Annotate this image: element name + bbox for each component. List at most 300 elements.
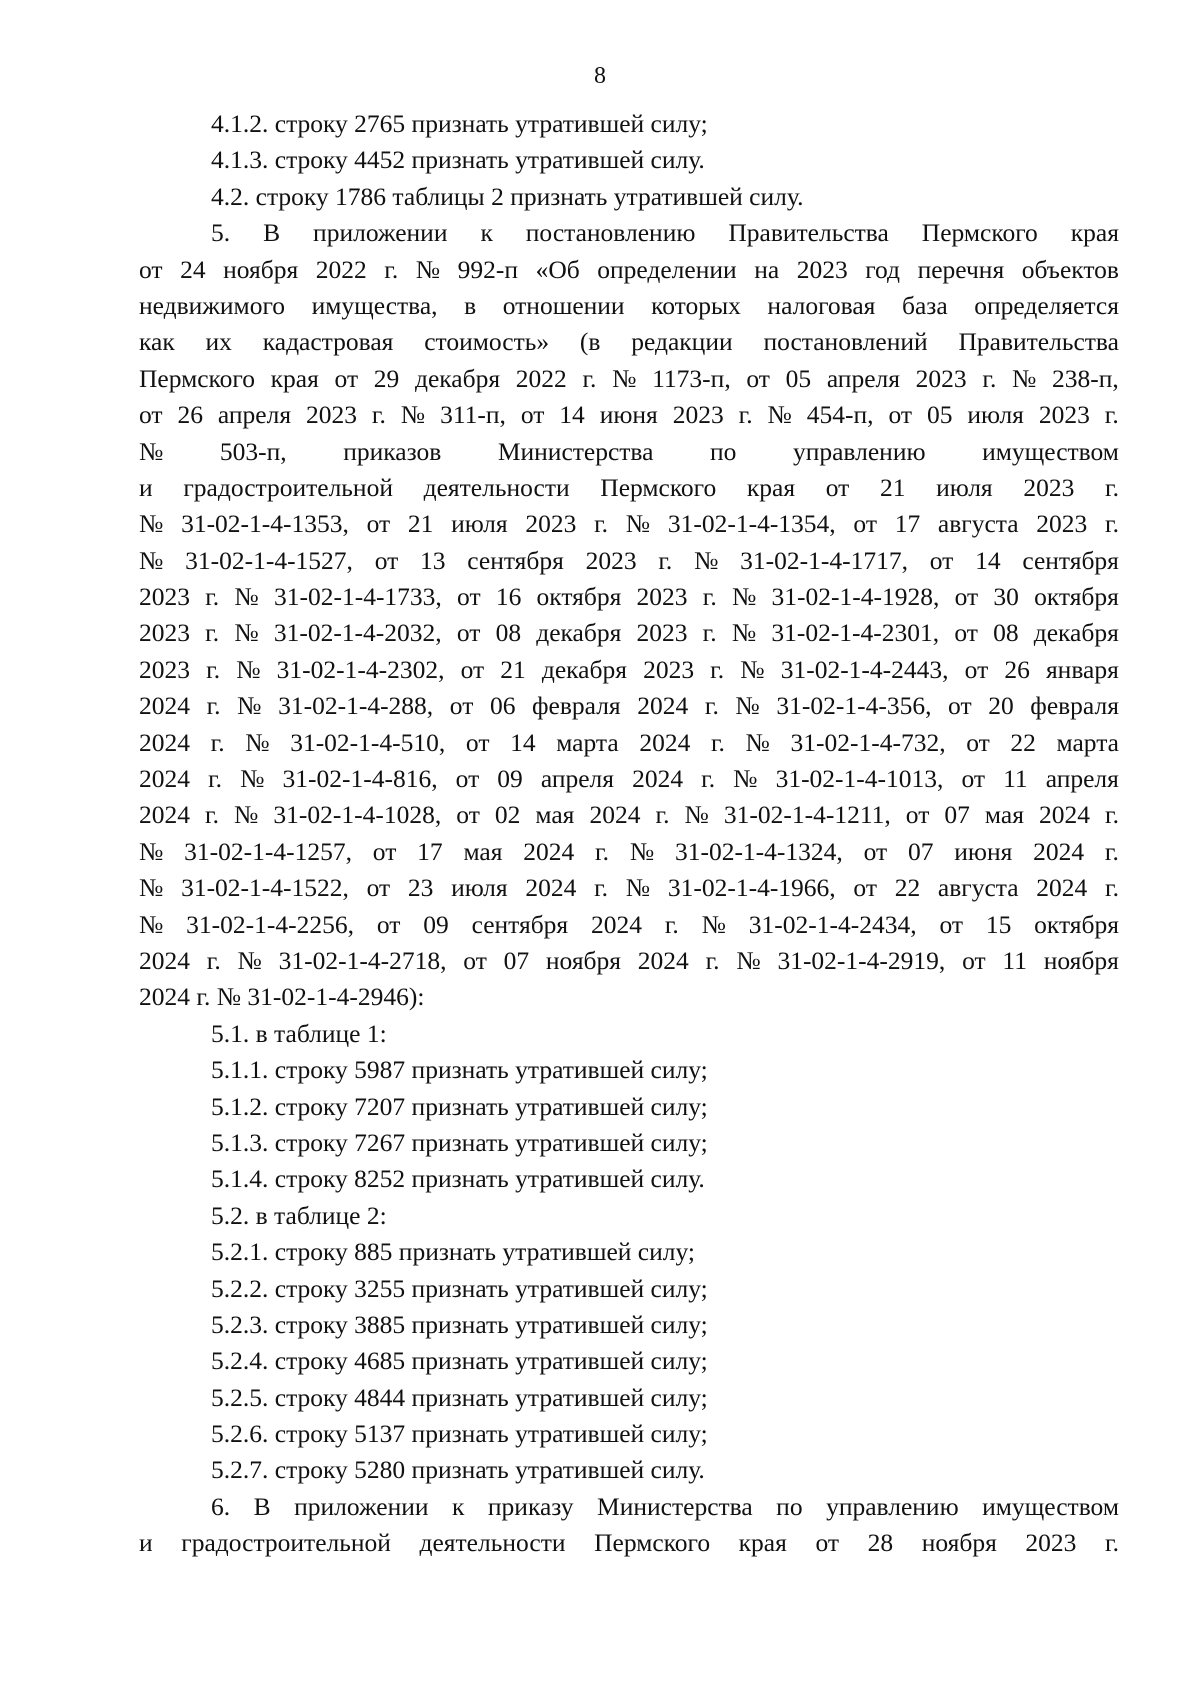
word: 11 [1003, 764, 1028, 794]
word: от [139, 254, 163, 284]
word: декабря [414, 363, 501, 393]
word: от [853, 509, 877, 539]
paragraph-5-line [139, 834, 1119, 870]
item-5-2-3: 5.2.3. строку 3885 признать утратившей силу; [211, 1309, 708, 1339]
word: 31-02-1-4-1966, [667, 873, 836, 903]
word: 2024 [139, 945, 190, 975]
word: 20 [988, 691, 1014, 721]
word: 31-02-1-4-288, [278, 691, 434, 721]
word: № [240, 764, 265, 794]
word: № [625, 873, 651, 903]
word: 31-02-1-4-2718, [278, 945, 447, 975]
word: 2024 [1033, 836, 1085, 866]
paragraph-5-line [139, 725, 1119, 761]
word: Пермского [600, 472, 717, 502]
word: 31-02-1-4-2302, [276, 654, 445, 684]
word: от [815, 1528, 840, 1558]
word: от [964, 654, 989, 684]
word: марта [1056, 727, 1119, 757]
paragraph-5-line [139, 652, 1119, 688]
word: октября [1034, 582, 1119, 612]
word: г. [702, 618, 717, 648]
item-5-2-7: 5.2.7. строку 5280 признать утратившей силу. [211, 1455, 705, 1485]
word: декабря [536, 618, 622, 648]
word: 31-02-1-4-1733, [273, 582, 442, 612]
word: г. [384, 254, 399, 284]
word: апреля [826, 363, 900, 393]
document-body [139, 106, 1119, 1562]
word: № [139, 873, 164, 903]
word: от [929, 545, 954, 575]
word: г. [655, 800, 670, 830]
word: г. [582, 363, 597, 393]
paragraph-5-line [139, 288, 1119, 324]
word: приказов [343, 436, 442, 466]
word: 2023 [525, 509, 577, 539]
word: 11 [1002, 945, 1027, 975]
word: № [1012, 363, 1037, 393]
word: 31-02-1-4-1211, [723, 800, 891, 830]
item-5-1-4: 5.1.4. строку 8252 признать утратившей силу. [211, 1164, 705, 1194]
word: перечня [917, 254, 1005, 284]
word: сентября [467, 545, 564, 575]
word: г. [738, 400, 753, 430]
word: г. [594, 873, 609, 903]
word: 31-02-1-4-1028, [273, 800, 442, 830]
word: (в [579, 327, 601, 357]
word: 2023 [915, 363, 967, 393]
word: г. [1104, 472, 1119, 502]
word: в [464, 290, 477, 320]
word: декабря [541, 654, 627, 684]
word: градостроительной [181, 1528, 391, 1558]
word: 2024 [637, 691, 689, 721]
word: 2024 [139, 800, 190, 830]
word: от [376, 909, 401, 939]
word: от [888, 400, 913, 430]
paragraph-5-line [139, 870, 1119, 906]
paragraph-5-line [139, 907, 1119, 943]
word: 17 [417, 836, 443, 866]
word: № [139, 909, 164, 939]
word: 31-02-1-4-356, [776, 691, 932, 721]
word: № [139, 545, 164, 575]
word: г. [1104, 1528, 1119, 1558]
word: 2023 [1036, 509, 1088, 539]
word: № [684, 800, 709, 830]
word: г. [205, 582, 220, 612]
word: 14 [510, 727, 536, 757]
word: г. [595, 836, 610, 866]
word: редакции [631, 327, 733, 357]
word: 2023 [139, 582, 190, 612]
word: 31-02-1-4-1353, [181, 509, 349, 539]
word: 31-02-1-4-510, [290, 727, 446, 757]
word: управлению [792, 436, 926, 466]
word: апреля [540, 764, 614, 794]
word: от [372, 836, 397, 866]
item-5-2-2: 5.2.2. строку 3255 признать утратившей силу; [211, 1273, 708, 1303]
word: 2023 [139, 654, 190, 684]
word: 29 [373, 363, 400, 393]
word: 2023 [1025, 1528, 1077, 1558]
word: от [954, 582, 979, 612]
paragraph-5-line [139, 543, 1119, 579]
word: № [139, 436, 164, 466]
word: от [374, 545, 399, 575]
word: от [853, 873, 877, 903]
word: января [1045, 654, 1119, 684]
word: № [234, 582, 259, 612]
word: 2022 [515, 363, 567, 393]
word: 2023 [636, 582, 688, 612]
word: отношении [502, 290, 625, 320]
word: 31-02-1-4-1522, [181, 873, 349, 903]
word: ноября [1043, 945, 1119, 975]
word: октября [536, 582, 622, 612]
paragraph-6-line [139, 1489, 1119, 1525]
item-5-2-6: 5.2.6. строку 5137 признать утратившей силу; [211, 1419, 708, 1449]
paragraph-5-line [139, 361, 1119, 397]
paragraph-5-line [139, 797, 1119, 833]
word: 26 [177, 400, 203, 430]
word: № [629, 836, 655, 866]
item-5-2: 5.2. в таблице 2: [211, 1200, 387, 1230]
word: г. [206, 691, 221, 721]
word: 2024 [589, 800, 641, 830]
item-5-2-1: 5.2.1. строку 885 признать утратившей силу; [211, 1237, 695, 1267]
paragraph-5-line [139, 943, 1119, 979]
paragraph-5-line [139, 506, 1119, 542]
word: 28 [867, 1528, 894, 1558]
word: 22 [1010, 727, 1036, 757]
word: № [236, 654, 261, 684]
word: 2023 [585, 545, 637, 575]
word: деятельности [423, 472, 570, 502]
word: градостроительной [183, 472, 393, 502]
word: 31-02-1-4-732, [790, 727, 946, 757]
item-5-1-3: 5.1.3. строку 7267 признать утратившей силу; [211, 1127, 708, 1157]
word: июня [954, 836, 1013, 866]
word: В [263, 218, 281, 248]
word: апреля [217, 400, 292, 430]
paragraph-5-line [139, 470, 1119, 506]
item-4-1-2: 4.1.2. строку 2765 признать утратившей силу; [211, 109, 708, 138]
word: 6. [211, 1491, 231, 1521]
word: Пермского [921, 218, 1038, 248]
word: 16 [495, 582, 522, 612]
word: 2024 [525, 873, 577, 903]
word: 2023 [1023, 472, 1075, 502]
word: имуществом [982, 436, 1119, 466]
word: от [746, 363, 770, 393]
word: 08 [495, 618, 522, 648]
word: определяется [974, 290, 1119, 320]
word: г. [206, 654, 221, 684]
word: 31-02-1-4-2032, [273, 618, 442, 648]
item-5-2-5: 5.2.5. строку 4844 признать утратившей силу; [211, 1382, 708, 1412]
paragraph-5-line [139, 215, 1119, 251]
word: г. [704, 691, 719, 721]
word: г. [1104, 836, 1119, 866]
item-5-1-2: 5.1.2. строку 7207 признать утратившей силу; [211, 1091, 708, 1121]
word: г. [594, 509, 609, 539]
word: сентября [1022, 545, 1119, 575]
word: № [245, 727, 270, 757]
word: от [905, 800, 930, 830]
word: от [139, 400, 163, 430]
word: от [939, 909, 964, 939]
word: 31-02-1-4-1324, [674, 836, 843, 866]
word: В [253, 1491, 271, 1521]
word: 30 [993, 582, 1019, 612]
word: 31-02-1-4-1354, [667, 509, 836, 539]
word: к [452, 1491, 465, 1521]
word: Министерства [597, 1491, 753, 1521]
word: № [731, 582, 757, 612]
paragraph-5-line [139, 324, 1119, 360]
word: № [234, 618, 259, 648]
word: 24 [180, 254, 206, 284]
word: деятельности [419, 1528, 566, 1558]
word: Пермского [594, 1528, 711, 1558]
word: 2023 [672, 400, 724, 430]
word: приказу [487, 1491, 574, 1521]
word: от [954, 618, 978, 648]
word: от [449, 691, 474, 721]
word: 05 [926, 400, 953, 430]
word: 31-02-1-4-1013, [775, 764, 944, 794]
paragraph-5-line-last: 2024 г. № 31-02-1-4-2946): [139, 982, 425, 1012]
word: № [400, 400, 426, 430]
word: № [745, 727, 770, 757]
word: 503-п, [219, 436, 287, 466]
word: от [366, 873, 391, 903]
paragraph-5-line [139, 252, 1119, 288]
word: стоимость» [424, 327, 550, 357]
word: 2024 [639, 727, 691, 757]
word: № [612, 363, 637, 393]
item-4-2: 4.2. строку 1786 таблицы 2 признать утратившей силу. [211, 181, 804, 211]
paragraph-5-line [139, 397, 1119, 433]
word: 13 [420, 545, 446, 575]
word: № [415, 254, 441, 284]
word: от [460, 654, 485, 684]
word: 2023 [796, 254, 848, 284]
word: 08 [993, 618, 1019, 648]
word: июля [451, 873, 508, 903]
word: от [966, 727, 990, 757]
word: 09 [423, 909, 449, 939]
word: 2023 [636, 618, 688, 648]
word: и [139, 1528, 153, 1558]
word: 2023 [139, 618, 190, 648]
item-5-1-1: 5.1.1. строку 5987 признать утратившей силу; [211, 1055, 708, 1085]
word: г. [702, 582, 717, 612]
word: № [740, 654, 765, 684]
word: 311-п, [440, 400, 506, 430]
word: 2023 [643, 654, 695, 684]
word: июля [967, 400, 1024, 430]
word: г. [1105, 509, 1119, 539]
word: постановлению [525, 218, 696, 248]
word: г. [658, 545, 673, 575]
word: приложении [313, 218, 448, 248]
word: от [520, 400, 545, 430]
word: «Об [535, 254, 580, 284]
word: ноября [921, 1528, 997, 1558]
word: 21 [407, 509, 434, 539]
item-4-1-3: 4.1.3. строку 4452 признать утратившей силу. [211, 145, 705, 175]
word: 2024 [139, 691, 190, 721]
word: от [456, 618, 481, 648]
word: мая [984, 800, 1024, 830]
word: 22 [894, 873, 921, 903]
word: июня [599, 400, 658, 430]
word: кадастровая [262, 327, 394, 357]
word: апреля [1045, 764, 1119, 794]
word: Министерства [497, 436, 654, 466]
word: 09 [497, 764, 523, 794]
word: 31-02-1-4-2434, [748, 909, 917, 939]
word: от [456, 800, 480, 830]
word: г. [371, 400, 386, 430]
word: № [237, 691, 262, 721]
word: августа [937, 873, 1019, 903]
word: г. [982, 363, 997, 393]
word: их [205, 327, 232, 357]
word: № [731, 618, 757, 648]
word: 454-п, [806, 400, 874, 430]
word: от [465, 727, 490, 757]
word: № [234, 800, 259, 830]
word: от [463, 945, 487, 975]
word: № [237, 945, 262, 975]
word: ноября [545, 945, 621, 975]
word: 2024 [1038, 800, 1090, 830]
word: как [139, 327, 175, 357]
paragraph-6-line [139, 1525, 1119, 1561]
word: и [139, 472, 153, 502]
word: 2024 [632, 764, 684, 794]
word: от [948, 691, 972, 721]
word: г. [1105, 873, 1119, 903]
word: 5. [211, 218, 231, 248]
word: марта [556, 727, 619, 757]
word: 2024 [139, 727, 190, 757]
word: № [701, 909, 726, 939]
word: 17 [894, 509, 921, 539]
word: № [694, 545, 719, 575]
word: от [455, 764, 480, 794]
word: Правительства [958, 327, 1119, 357]
word: 06 [489, 691, 516, 721]
word: 23 [407, 873, 434, 903]
word: по [710, 436, 737, 466]
word: № [767, 400, 792, 430]
word: края [1070, 218, 1119, 248]
word: 2024 [523, 836, 575, 866]
word: июля [936, 472, 993, 502]
word: мая [535, 800, 575, 830]
word: 31-02-1-4-2443, [780, 654, 949, 684]
word: от [825, 472, 850, 502]
word: 2023 [1038, 400, 1090, 430]
word: 07 [944, 800, 970, 830]
word: 2022 [315, 254, 367, 284]
word: недвижимого [139, 290, 286, 320]
word: г. [710, 654, 725, 684]
word: приложении [294, 1491, 429, 1521]
word: 21 [500, 654, 526, 684]
paragraph-5-line [139, 615, 1119, 651]
page-number: 8 [594, 63, 606, 89]
word: 1173-п, [652, 363, 731, 393]
word: к [480, 218, 493, 248]
paragraph-5-line [139, 761, 1119, 797]
word: № [735, 691, 760, 721]
word: от [961, 764, 986, 794]
word: мая [463, 836, 503, 866]
word: края [738, 1528, 787, 1558]
word: 2024 [590, 909, 642, 939]
word: налоговая [767, 290, 876, 320]
word: 31-02-1-4-1527, [185, 545, 353, 575]
word: края [270, 363, 319, 393]
word: г. [205, 618, 220, 648]
word: 14 [559, 400, 585, 430]
word: г. [1104, 400, 1119, 430]
word: 07 [503, 945, 530, 975]
word: июля [451, 509, 508, 539]
paragraph-5-line [139, 579, 1119, 615]
word: 31-02-1-4-2256, [186, 909, 355, 939]
word: 26 [1004, 654, 1030, 684]
word: 21 [879, 472, 906, 502]
word: 238-п, [1052, 363, 1119, 393]
word: г. [710, 727, 725, 757]
word: № [736, 945, 761, 975]
word: 07 [907, 836, 934, 866]
word: объектов [1021, 254, 1119, 284]
word: 31-02-1-4-816, [282, 764, 438, 794]
word: 992-п [457, 254, 519, 284]
word: 14 [975, 545, 1001, 575]
word: 02 [494, 800, 521, 830]
word: управлению [826, 1491, 959, 1521]
word: от [863, 836, 888, 866]
word: определении [597, 254, 737, 284]
item-5-2-4: 5.2.4. строку 4685 признать утратившей силу; [211, 1346, 708, 1376]
paragraph-5-line [139, 434, 1119, 470]
word: Пермского [139, 363, 255, 393]
word: г. [701, 764, 716, 794]
word: 2023 [305, 400, 357, 430]
word: г. [208, 764, 223, 794]
word: от [366, 509, 391, 539]
word: г. [210, 727, 225, 757]
paragraph-5-line [139, 688, 1119, 724]
word: имуществом [982, 1491, 1119, 1521]
word: октября [1034, 909, 1119, 939]
word: ноября [223, 254, 299, 284]
word: по [776, 1491, 803, 1521]
word: декабря [1033, 618, 1119, 648]
word: г. [1105, 800, 1119, 830]
word: имущества, [311, 290, 438, 320]
word: Правительства [728, 218, 889, 248]
word: 31-02-1-4-1928, [771, 582, 940, 612]
